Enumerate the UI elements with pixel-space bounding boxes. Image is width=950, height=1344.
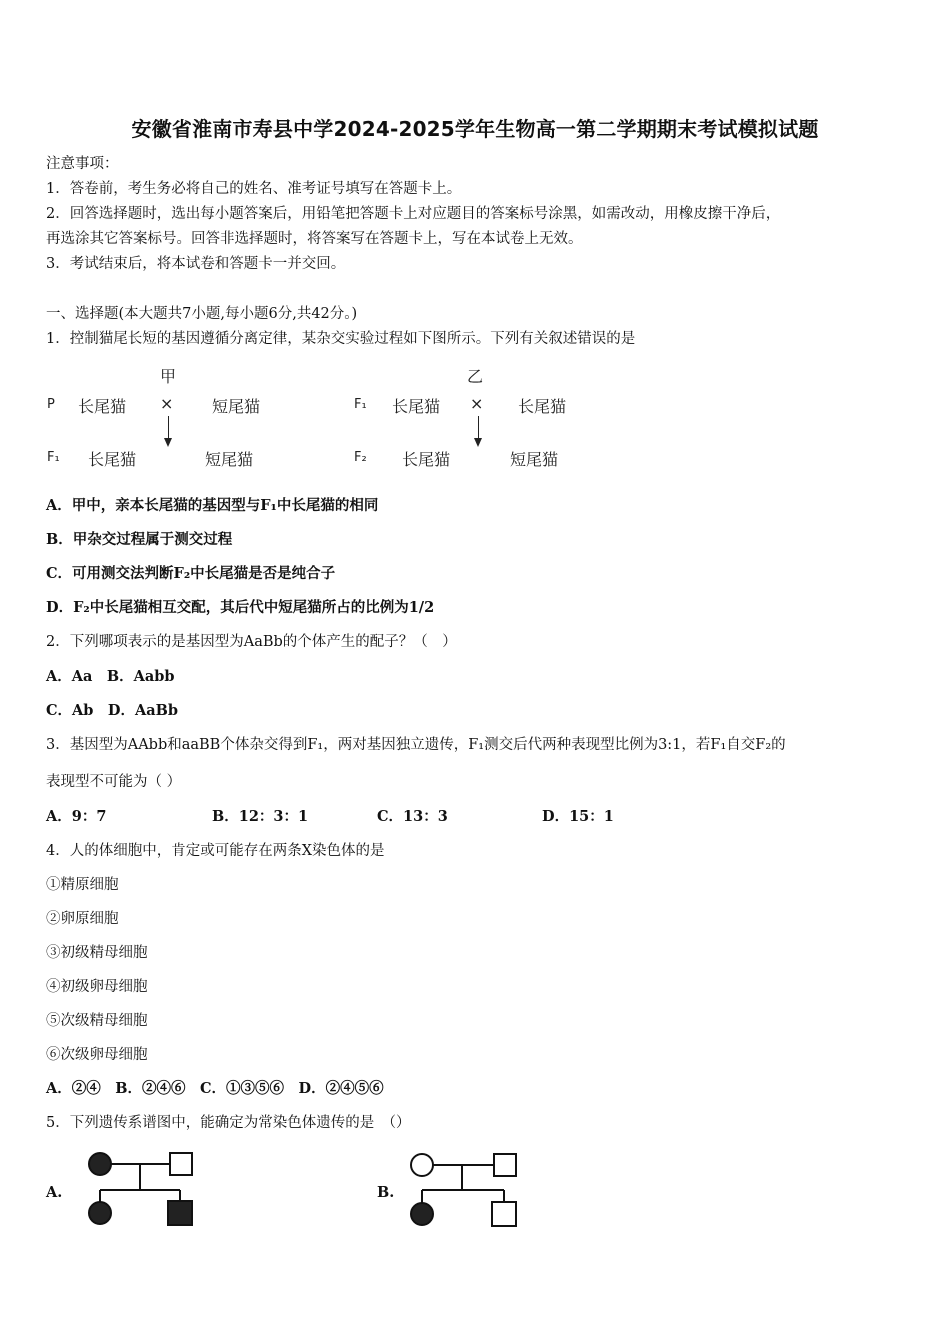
q3-option-c: C．13：3 bbox=[377, 808, 448, 825]
note-1: 1．答卷前，考生务必将自己的姓名、准考证号填写在答题卡上。 bbox=[46, 181, 462, 197]
q1-stem: 1．控制猫尾长短的基因遵循分离定律，某杂交实验过程如下图所示。下列有关叙述错误的是 bbox=[46, 331, 636, 347]
pedigree-b-mother bbox=[411, 1154, 433, 1176]
q4-item-4: ④初级卵母细胞 bbox=[46, 979, 148, 995]
jia-parent-long: 长尾猫 bbox=[78, 397, 127, 416]
yi-arrow-head bbox=[474, 438, 482, 447]
jia-cross-sign: × bbox=[160, 394, 174, 413]
yi-cross-sign: × bbox=[470, 394, 484, 413]
pedigree-b bbox=[404, 1145, 534, 1235]
q5-stem: 5．下列遗传系谱图中，能确定为常染色体遗传的是 （） bbox=[46, 1115, 411, 1131]
q3-option-d: D．15：1 bbox=[542, 808, 614, 825]
gen-label-f1-parent: F₁ bbox=[354, 397, 367, 412]
q3-stem-b: 表现型不可能为（ ） bbox=[46, 774, 182, 790]
pedigree-a-father bbox=[170, 1153, 192, 1175]
q2-options-ab: A．Aa B．Aabb bbox=[46, 668, 175, 685]
pedigree-a-affected-son bbox=[168, 1201, 192, 1225]
q1-option-d: D．F₂中长尾猫相互交配，其后代中短尾猫所占的比例为1/2 bbox=[46, 599, 435, 616]
jia-parent-short: 短尾猫 bbox=[212, 397, 261, 416]
note-3: 3．考试结束后，将本试卷和答题卡一并交回。 bbox=[46, 256, 346, 272]
note-2b: 再选涂其它答案标号。回答非选择题时，将答案写在答题卡上，写在本试卷上无效。 bbox=[46, 231, 583, 247]
cross-label-jia: 甲 bbox=[160, 367, 177, 386]
q4-item-5: ⑤次级精母细胞 bbox=[46, 1013, 148, 1029]
q4-options: A．②④ B．②④⑥ C．①③⑤⑥ D．②④⑤⑥ bbox=[46, 1080, 384, 1097]
jia-offspring-long: 长尾猫 bbox=[88, 450, 137, 469]
pedigree-a-affected-mother bbox=[89, 1153, 111, 1175]
pedigree-a bbox=[80, 1145, 210, 1235]
q1-option-b: B．甲杂交过程属于测交过程 bbox=[46, 531, 233, 548]
yi-parent-long-2: 长尾猫 bbox=[518, 397, 567, 416]
notes-heading: 注意事项： bbox=[46, 156, 119, 172]
yi-parent-long-1: 长尾猫 bbox=[392, 397, 441, 416]
yi-offspring-long: 长尾猫 bbox=[402, 450, 451, 469]
pedigree-b-affected-daughter bbox=[411, 1203, 433, 1225]
q4-stem: 4．人的体细胞中，肯定或可能存在两条X染色体的是 bbox=[46, 843, 385, 859]
q4-item-2: ②卵原细胞 bbox=[46, 911, 119, 927]
q1-option-c: C．可用测交法判断F₂中长尾猫是否是纯合子 bbox=[46, 565, 336, 582]
yi-offspring-short: 短尾猫 bbox=[510, 450, 559, 469]
gen-label-f1: F₁ bbox=[47, 450, 60, 465]
gen-label-p: P bbox=[47, 397, 55, 412]
q4-item-1: ①精原细胞 bbox=[46, 877, 119, 893]
gen-label-f2: F₂ bbox=[354, 450, 367, 465]
cross-label-yi: 乙 bbox=[467, 367, 484, 386]
jia-arrow-line bbox=[168, 416, 169, 440]
jia-offspring-short: 短尾猫 bbox=[205, 450, 254, 469]
pedigree-b-father bbox=[494, 1154, 516, 1176]
q3-stem-a: 3．基因型为AAbb和aaBB个体杂交得到F₁，两对基因独立遗传，F₁测交后代两种表现型比例为3:1，若F₁自交F₂的 bbox=[46, 737, 786, 753]
yi-arrow-line bbox=[478, 416, 479, 440]
q3-option-b: B．12：3：1 bbox=[212, 808, 309, 825]
q2-stem: 2．下列哪项表示的是基因型为AaBb的个体产生的配子？（ ） bbox=[46, 634, 457, 650]
q4-item-6: ⑥次级卵母细胞 bbox=[46, 1047, 148, 1063]
q3-option-a: A．9：7 bbox=[46, 808, 107, 825]
pedigree-b-son bbox=[492, 1202, 516, 1226]
q5-option-b-label: B. bbox=[377, 1184, 395, 1201]
q1-option-a: A．甲中，亲本长尾猫的基因型与F₁中长尾猫的相同 bbox=[46, 497, 379, 514]
q4-item-3: ③初级精母细胞 bbox=[46, 945, 148, 961]
pedigree-a-affected-daughter bbox=[89, 1202, 111, 1224]
note-2a: 2．回答选择题时，选出每小题答案后，用铅笔把答题卡上对应题目的答案标号涂黑，如需改动，用橡皮擦干净后， bbox=[46, 206, 781, 222]
page-title: 安徽省淮南市寿县中学2024-2025学年生物高一第二学期期末考试模拟试题 bbox=[131, 117, 819, 141]
q2-options-cd: C．Ab D．AaBb bbox=[46, 702, 179, 719]
jia-arrow-head bbox=[164, 438, 172, 447]
q5-option-a-label: A. bbox=[46, 1184, 63, 1201]
section-heading: 一、选择题(本大题共7小题,每小题6分,共42分。) bbox=[46, 306, 358, 322]
